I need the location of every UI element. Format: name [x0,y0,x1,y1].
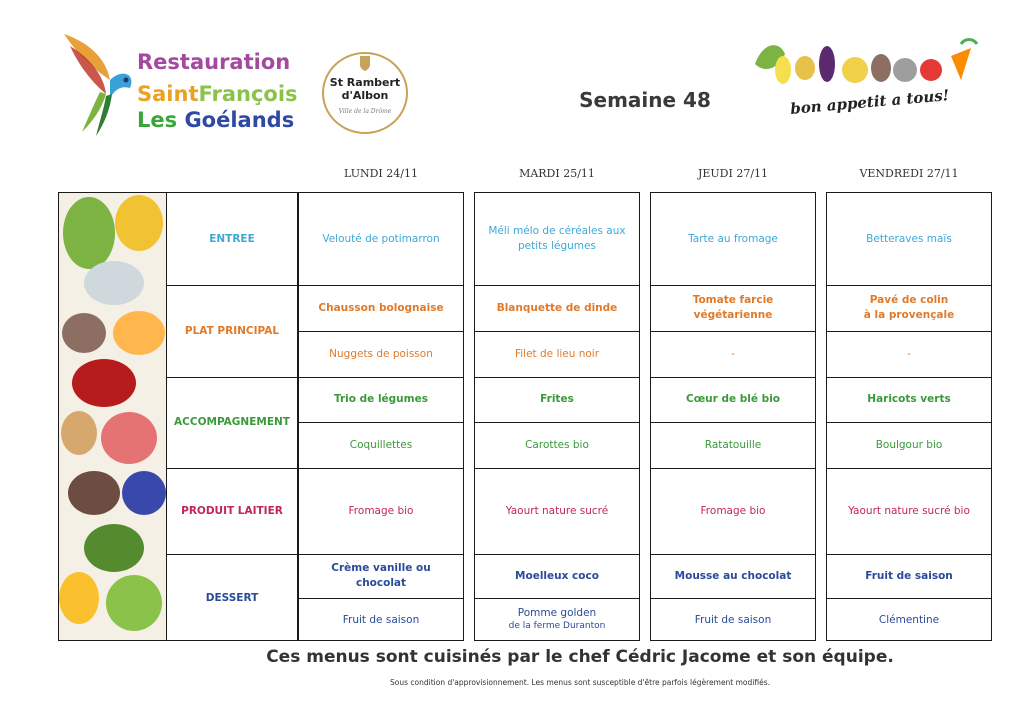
seal-tagline: Ville de la Drôme [338,108,392,115]
footer-disclaimer: Sous condition d'approvisionnement. Les menus sont susceptible d'être parfois légèrement modifiés. [390,678,770,687]
logo-line-saint-francois [137,82,298,106]
category-entree: ENTREE [209,232,255,245]
day-column-jeudi [650,192,816,641]
logo-line-restauration: Restauration [137,50,291,74]
day-column-lundi [298,192,464,641]
mardi-dessert2 [475,598,639,642]
category-column [166,192,298,641]
lundi-acc2: Coquillettes [349,438,413,451]
seal-line1: St Rambert [329,76,401,89]
mardi-plat1: Blanquette de dinde [496,301,618,314]
week-title: Semaine 48 [579,88,711,112]
mardi-dessert2-line2: de la ferme Duranton [508,621,606,631]
slogan-text: bon appetit a tous! [789,86,950,118]
day-header-mardi: MARDI 25/11 [519,167,595,180]
footer-chef-note: Ces menus sont cuisinés par le chef Cédric Jacome et son équipe. [266,647,894,667]
mardi-entree-line1: Méli mélo de céréales aux [488,225,626,237]
jeudi-acc2: Ratatouille [704,438,762,451]
category-accompagnement: ACCOMPAGNEMENT [174,416,290,428]
jeudi-laitier: Fromage bio [700,504,766,517]
vendredi-dessert1: Fruit de saison [865,569,953,582]
lundi-dessert2: Fruit de saison [342,613,420,626]
lundi-entree: Velouté de potimarron [322,232,440,245]
logo-francois: François [198,82,298,106]
town-seal [320,50,410,136]
vendredi-acc1: Haricots verts [867,393,951,405]
vendredi-acc2: Boulgour bio [875,438,943,451]
day-header-vendredi: VENDREDI 27/11 [859,167,959,180]
jeudi-dessert2: Fruit de saison [694,613,772,626]
day-header-lundi: LUNDI 24/11 [344,167,418,180]
lundi-dessert1: Crème vanille ou chocolat [331,562,431,589]
vendredi-dessert2: Clémentine [878,613,940,626]
vendredi-plat1-line2: à la provençale [863,309,955,321]
vendredi-entree: Betteraves maïs [866,232,952,245]
day-column-mardi [474,192,640,641]
vendredi-plat1 [827,285,991,331]
jeudi-plat1: Tomate farcie végétarienne [692,294,774,321]
mardi-laitier: Yaourt nature sucré [505,504,609,517]
category-plat: PLAT PRINCIPAL [184,324,280,337]
category-laitier: PRODUIT LAITIER [181,504,283,517]
food-photo [58,192,168,641]
jeudi-dessert1: Mousse au chocolat [674,569,792,582]
logo-les: Les [137,108,178,132]
bird-logo-icon [60,28,140,140]
jeudi-acc1: Cœur de blé bio [685,393,781,405]
restaurant-logo [60,28,300,140]
category-dessert: DESSERT [205,591,259,604]
vendredi-plat2: - [907,347,911,360]
mardi-dessert2-line1: Pomme golden [517,607,597,619]
lundi-plat2: Nuggets de poisson [329,347,433,360]
food-illustration-icon [59,193,168,641]
lundi-laitier: Fromage bio [348,504,414,517]
seal-line2: d'Albon [341,89,389,102]
vendredi-laitier: Yaourt nature sucré bio [848,504,970,517]
mardi-dessert1: Moelleux coco [515,569,599,582]
day-column-vendredi [826,192,992,641]
jeudi-plat2: - [731,347,735,360]
lundi-acc1: Trio de légumes [334,393,428,405]
jeudi-entree: Tarte au fromage [688,232,778,245]
mardi-plat2: Filet de lieu noir [514,347,600,360]
mardi-entree [475,193,639,285]
cartoon-vegetables-icon [745,34,985,94]
logo-goelands: Goélands [184,108,295,132]
lundi-plat1: Chausson bolognaise [318,301,444,314]
mardi-entree-line2: petits légumes [518,240,596,252]
logo-line-les-goelands [137,108,294,132]
mardi-acc1: Frites [540,393,574,405]
day-header-jeudi: JEUDI 27/11 [697,167,769,180]
vendredi-plat1-line1: Pavé de colin [869,294,949,306]
logo-saint: Saint [137,82,199,106]
mardi-acc2: Carottes bio [525,438,589,451]
